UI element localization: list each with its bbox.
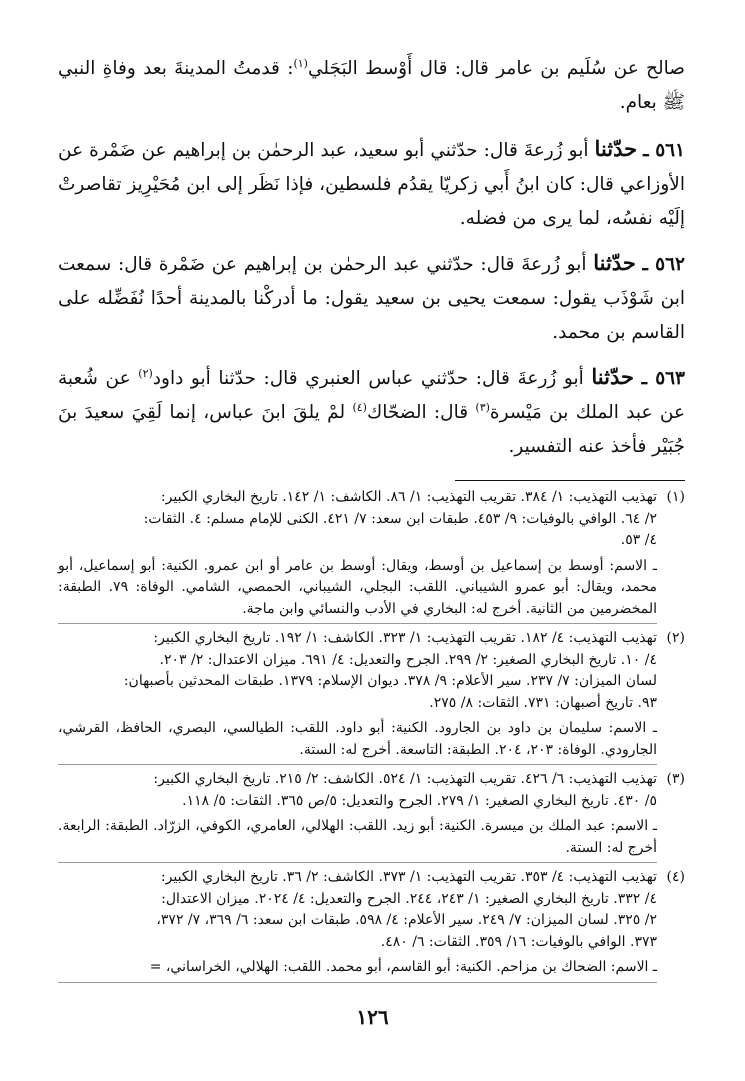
footnote-line: تهذيب التهذيب: ١/ ٣٨٤. تقريب التهذيب: ١/ ٨٦. الكاشف: ١/ ١٤٢. تاريخ البخاري الكبير: bbox=[160, 489, 657, 505]
hadith-text: قال: الضحّاك bbox=[366, 402, 476, 423]
footnote-ref-1: (١) bbox=[293, 56, 308, 70]
narrator-bio-4: ـ الاسم: الضحاك بن مزاحم. الكنية: أبو القاسم، أبو محمد. اللقب: الهلالي، الخراساني، = bbox=[58, 957, 657, 983]
footnote-line: ٥/ ٤٣٠. تاريخ البخاري الصغير: ١/ ٢٧٩. الجرح والتعديل: ٥/ص ٣٦٥. الثقات: ٥/ ١١٨. bbox=[182, 792, 657, 809]
main-text bbox=[58, 52, 685, 464]
hadith-number: ٥٦٣ ـ bbox=[641, 368, 685, 389]
hadith-563 bbox=[58, 360, 685, 464]
footnotes bbox=[58, 487, 685, 983]
footnote-line: ٢/ ٣٢٥. لسان الميزان: ٧/ ٢٤٩. سير الأعلام: ٤/ ٥٩٨. طبقات ابن سعد: ٦/ ٣٦٩، ٧/ ٣٧٢، bbox=[156, 912, 657, 928]
footnote-ref-4: (٤) bbox=[352, 400, 367, 414]
footnote-line: ٤/ ٥٣. bbox=[620, 532, 657, 548]
footnote-1 bbox=[58, 487, 685, 552]
page-number: ١٢٦ bbox=[356, 1005, 389, 1029]
footnote-line: ٢/ ٦٤. الوافي بالوفيات: ٩/ ٤٥٣. طبقات ابن سعد: ٧/ ٤٢١. الكنى للإمام مسلم: ٤. الثقات: bbox=[143, 510, 657, 527]
paragraph-continuation bbox=[58, 52, 685, 120]
footnote-number: (٢) bbox=[666, 630, 685, 646]
hadith-keyword: حدّثنا bbox=[594, 136, 638, 161]
footnote-separator bbox=[455, 480, 685, 481]
footnote-ref-3: (٣) bbox=[475, 400, 490, 414]
hadith-text: أبو زُرعةَ قال: حدّثني عباس العنبري قال: حدّثنا أبو داود bbox=[152, 368, 584, 389]
hadith-number: ٥٦١ ـ bbox=[643, 140, 685, 161]
footnote-body bbox=[58, 867, 657, 953]
hadith-number: ٥٦٢ ـ bbox=[642, 254, 685, 275]
footnote-line: لسان الميزان: ٧/ ٢٣٧. سير الأعلام: ٩/ ٣٧٨. ديوان الإسلام: ١٣٧٩. طبقات المحدثين بأصبهان: bbox=[123, 673, 657, 689]
footnote-line: تهذيب التهذيب: ٦/ ٤٢٦. تقريب التهذيب: ١/ ٥٢٤. الكاشف: ٢/ ٢١٥. تاريخ البخاري الكبير: bbox=[153, 771, 657, 787]
narrator-bio-3: ـ الاسم: عبد الملك بن ميسرة. الكنية: أبو زيد. اللقب: الهلالي، العامري، الكوفي، الزرّاد. الطبقة: الرابعة. أخرج له: الستة. bbox=[58, 816, 657, 863]
hadith-text: عن شُعبة عن عبد الملك بن مَيْسرة bbox=[58, 368, 685, 423]
footnote-body bbox=[58, 769, 657, 812]
footnote-number: (٤) bbox=[666, 869, 685, 885]
footnote-number: (٣) bbox=[666, 771, 685, 787]
footnote-ref-2: (٢) bbox=[138, 366, 153, 380]
hadith-text: أبو زُرعةَ قال: حدّثني أبو سعيد، عبد الرحمٰن بن إبراهيم عن ضَمْرة عن الأوزاعي قال: كان ابنُ أَبي زكريّا يقدُم فلسطين، فإذا نَظَر إلى ابن مُحَيْرِيز تقاصرتْ إلَيْه نفسُه، لما يرى من فضله. bbox=[58, 140, 685, 229]
hadith-text: أبو زُرعةَ قال: حدّثني عبد الرحمٰن بن إبراهيم عن ضَمْرة قال: سمعت ابن شَوْذَب يقول: سمعت يحيى بن سعيد يقول: ما أدركْنا بالمدينة أحدًا نُفَضِّله على القاسم بن محمد. bbox=[58, 254, 685, 343]
footnote-line: ٤/ ٣٣٢. تاريخ البخاري الصغير: ١/ ٢٤٣، ٢٤٤. الجرح والتعديل: ٤/ ٢٠٢٤. ميزان الاعتدال: bbox=[161, 890, 657, 907]
footnote-3 bbox=[58, 769, 685, 812]
footnote-2 bbox=[58, 628, 685, 714]
footnote-line: ٣٧٣. الوافي بالوفيات: ١٦/ ٣٥٩. الثقات: ٦/ ٤٨٠. bbox=[380, 933, 657, 950]
footnote-line: تهذيب التهذيب: ٤/ ٣٥٣. تقريب التهذيب: ١/ ٣٧٣. الكاشف: ٢/ ٣٦. تاريخ البخاري الكبير: bbox=[160, 869, 657, 885]
footnote-number: (١) bbox=[666, 489, 685, 505]
hadith-keyword: حدّثنا bbox=[593, 250, 636, 275]
narrator-bio-2: ـ الاسم: سليمان بن داود بن الجارود. الكنية: أبو داود. اللقب: الطيالسي، البصري، الحافظ، القرشي، الجارودي. الوفاة: ٢٠٣، ٢٠٤. الطبقة: التاسعة. أخرج له: الستة. bbox=[58, 718, 657, 765]
hadith-562 bbox=[58, 246, 685, 350]
footnote-body bbox=[58, 628, 657, 714]
hadith-keyword: حدّثنا bbox=[591, 364, 634, 389]
footnote-line: تهذيب التهذيب: ٤/ ١٨٢. تقريب التهذيب: ١/ ٣٢٣. الكاشف: ١/ ١٩٢. تاريخ البخاري الكبير: bbox=[153, 630, 657, 646]
footnote-body bbox=[58, 487, 657, 552]
hadith-561 bbox=[58, 132, 685, 236]
paragraph-text: صالح عن سُلَيم بن عامر قال: قال أَوْسط البَجَلي bbox=[307, 58, 685, 79]
hadith-text: لمْ يلقَ ابنَ عباس، إنما لَقِيَ سعيدَ بنَ جُبَيْر فأخذ عنه التفسير. bbox=[58, 402, 685, 457]
narrator-bio-1: ـ الاسم: أوسط بن إسماعيل بن أوسط، ويقال: أوسط بن عامر أو ابن عمرو. الكنية: أبو إسماعيل، أبو محمد، ويقال: أبو عمرو الشيباني. اللقب: البجلي، الشيباني، الحمصي، الشامي. الوفاة: ٧٩. الطبقة: المخضرمين من الثانية. أخرج له: البخاري في الأدب والنسائي وابن ماجة. bbox=[58, 556, 657, 625]
footnote-4 bbox=[58, 867, 685, 953]
footnote-line: ٩٣. تاريخ أصبهان: ٧٣١. الثقات: ٨/ ٢٧٥. bbox=[429, 694, 657, 711]
footnote-line: ٤/ ١٠. تاريخ البخاري الصغير: ٢/ ٢٩٩. الجرح والتعديل: ٤/ ٦٩١. ميزان الاعتدال: ٢/ ٢٠٣. bbox=[159, 651, 657, 668]
paragraph-text: : قدمتُ المدينةَ بعد وفاةِ النبي ﷺ بعام. bbox=[58, 58, 685, 113]
